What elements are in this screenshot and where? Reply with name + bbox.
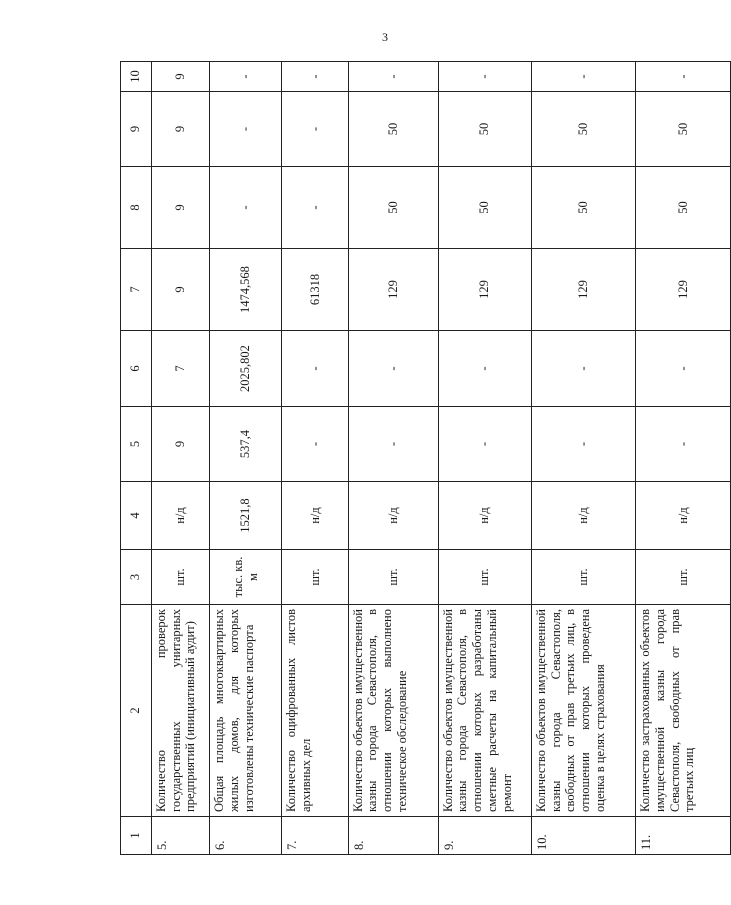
unit-cell: шт. [531,550,635,605]
value-cell-8: 50 [531,167,635,249]
value-cell-8: 50 [348,167,438,249]
header-cell-2: 2 [121,605,152,817]
row-number: 7. [282,817,348,855]
value-cell-10: - [348,62,438,92]
header-cell-4: 4 [121,482,152,550]
value-cell-10: - [282,62,348,92]
value-cell-8: 50 [438,167,531,249]
rotated-table-container [120,62,731,855]
unit-cell: шт. [282,550,348,605]
row-number: 5. [151,817,209,855]
indicators-table [120,61,731,855]
row-number: 6. [210,817,282,855]
header-cell-10: 10 [121,62,152,92]
value-cell-9: 50 [531,92,635,167]
indicator-name: Количество объектов имущественной казны города Севастополя, в отношении которых выполнено техническое обследование [348,605,438,817]
value-cell-5: 537,4 [210,407,282,482]
header-cell-9: 9 [121,92,152,167]
header-cell-3: 3 [121,550,152,605]
value-cell-6: 2025,802 [210,331,282,407]
value-cell-7: 61318 [282,249,348,331]
header-cell-6: 6 [121,331,152,407]
row-number: 11. [636,817,731,855]
value-cell-5: - [348,407,438,482]
value-cell-9: - [210,92,282,167]
indicator-name: Количество объектов имущественной казны города Севастополя, свободных от прав третьих лиц, в отношении которых проведена оценка в целях страхования [531,605,635,817]
value-cell-6: - [348,331,438,407]
indicator-name: Количество проверок государственных унитарных предприятий (инициативный аудит) [151,605,209,817]
header-cell-8: 8 [121,167,152,249]
indicator-name: Количество застрахованных объектов имущественной казны города Севастополя, свободных от прав третьих лиц [636,605,731,817]
value-cell-4: 1521,8 [210,482,282,550]
unit-cell: шт. [151,550,209,605]
value-cell-9: 50 [438,92,531,167]
value-cell-4: н/д [282,482,348,550]
table-row [151,62,209,855]
table-row [438,62,531,855]
table-row [636,62,731,855]
value-cell-5: - [636,407,731,482]
value-cell-5: - [282,407,348,482]
value-cell-5: - [531,407,635,482]
header-row [121,62,152,855]
value-cell-6: - [636,331,731,407]
table-row [282,62,348,855]
value-cell-6: - [438,331,531,407]
value-cell-7: 129 [438,249,531,331]
unit-cell: шт. [438,550,531,605]
header-cell-1: 1 [121,817,152,855]
value-cell-9: 50 [348,92,438,167]
unit-cell: шт. [348,550,438,605]
value-cell-7: 129 [531,249,635,331]
indicator-name: Количество оцифрованных листов архивных дел [282,605,348,817]
value-cell-6: 7 [151,331,209,407]
table-row [348,62,438,855]
value-cell-6: - [282,331,348,407]
header-cell-7: 7 [121,249,152,331]
value-cell-10: - [210,62,282,92]
value-cell-8: - [210,167,282,249]
value-cell-7: 129 [348,249,438,331]
value-cell-4: н/д [438,482,531,550]
value-cell-9: 9 [151,92,209,167]
value-cell-6: - [531,331,635,407]
row-number: 10. [531,817,635,855]
header-cell-5: 5 [121,407,152,482]
value-cell-8: 9 [151,167,209,249]
table-row [210,62,282,855]
page-number: 3 [382,30,388,44]
value-cell-5: - [438,407,531,482]
unit-cell: шт. [636,550,731,605]
value-cell-4: н/д [531,482,635,550]
indicator-name: Общая площадь многоквартирных жилых домов, для которых изготовлены технические паспорта [210,605,282,817]
value-cell-9: 50 [636,92,731,167]
value-cell-4: н/д [151,482,209,550]
value-cell-8: - [282,167,348,249]
value-cell-5: 9 [151,407,209,482]
value-cell-10: - [531,62,635,92]
table-row [531,62,635,855]
value-cell-10: - [636,62,731,92]
value-cell-4: н/д [636,482,731,550]
row-number: 9. [438,817,531,855]
row-number: 8. [348,817,438,855]
value-cell-4: н/д [348,482,438,550]
value-cell-10: - [438,62,531,92]
value-cell-7: 1474,568 [210,249,282,331]
value-cell-8: 50 [636,167,731,249]
value-cell-10: 9 [151,62,209,92]
value-cell-9: - [282,92,348,167]
value-cell-7: 129 [636,249,731,331]
indicator-name: Количество объектов имущественной казны города Севастополя, в отношении которых разработаны сметные расчеты на капитальный ремонт [438,605,531,817]
value-cell-7: 9 [151,249,209,331]
unit-cell: тыс. кв. м [210,550,282,605]
